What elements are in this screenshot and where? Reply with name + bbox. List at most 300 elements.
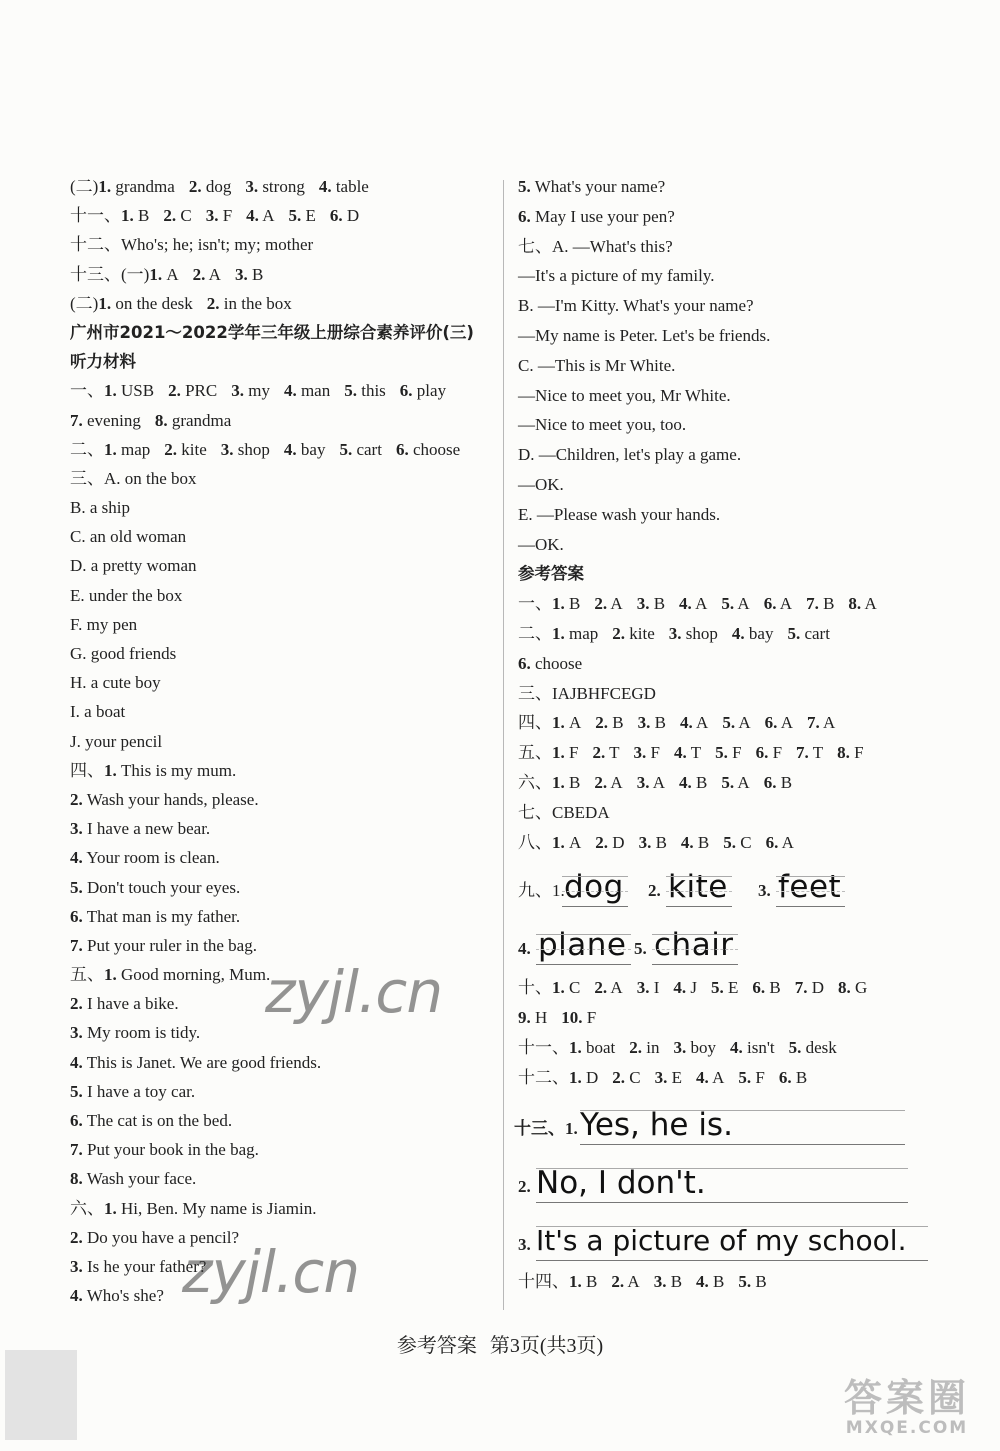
- answer-text: This is Janet. We are good friends.: [82, 1052, 322, 1072]
- item-number: 1.: [552, 594, 565, 614]
- item-number: 2.: [595, 713, 609, 733]
- answer-line: [518, 261, 938, 291]
- answer-line: [518, 649, 938, 679]
- answer-text: A. —What's this?: [552, 236, 673, 256]
- item-number: 1.: [552, 772, 565, 792]
- answer-line: [518, 619, 938, 649]
- answer-text: in the box: [219, 293, 292, 313]
- question-number: 一、: [70, 381, 104, 401]
- item-number: 3.: [637, 713, 651, 733]
- handwritten-word: kite: [666, 870, 732, 907]
- question-number: 三、: [518, 683, 552, 703]
- answer-line: [518, 679, 938, 709]
- item-number: 3.: [654, 1067, 668, 1087]
- answer-text: C: [736, 832, 752, 852]
- answer-text: kite: [177, 439, 207, 459]
- item-number: 6.: [763, 594, 777, 614]
- answer-line: [70, 522, 490, 551]
- item-number: 7.: [70, 1140, 83, 1160]
- answer-text: F: [218, 206, 233, 226]
- item-number: 5.: [738, 1271, 752, 1291]
- sentence-row: [514, 1093, 938, 1151]
- answer-text: A: [735, 713, 751, 733]
- question-number: 十、: [518, 978, 552, 998]
- answer-text: D: [807, 978, 824, 998]
- watermark: zyjl.cn: [182, 1238, 360, 1306]
- item-number: 6.: [395, 439, 409, 459]
- item-number: 1.: [104, 1198, 117, 1218]
- answer-line: [70, 1048, 490, 1077]
- answer-text: Wash your face.: [82, 1169, 197, 1189]
- answer-line: [518, 1267, 938, 1297]
- answer-text: F: [564, 743, 579, 763]
- item-number: 5.: [723, 832, 736, 852]
- section-heading: 听力材料: [70, 352, 136, 372]
- item-number: 1.: [569, 1271, 582, 1291]
- answer-line: [518, 500, 938, 530]
- answer-text: My room is tidy.: [82, 1023, 201, 1043]
- answer-text: cart: [352, 439, 382, 459]
- handwriting-row: [518, 857, 938, 915]
- handwritten-word: feet: [776, 870, 845, 907]
- item-number: 8.: [838, 978, 851, 998]
- question-number: 九、1.: [518, 881, 565, 901]
- question-number: 六、: [518, 772, 552, 792]
- answer-text: This is my mum.: [116, 760, 237, 780]
- answer-text: map: [116, 439, 151, 459]
- item-number: 7.: [70, 935, 83, 955]
- question-number: 六、: [70, 1198, 104, 1218]
- question-number: 五、: [70, 965, 104, 985]
- answer-text: A: [819, 713, 836, 733]
- left-column: [70, 172, 490, 1310]
- answer-line: [70, 1135, 490, 1164]
- answer-text: map: [564, 623, 599, 643]
- answer-text: my: [243, 381, 270, 401]
- question-number: 十四、: [518, 1271, 569, 1291]
- answer-text: —My name is Peter. Let's be friends.: [518, 325, 771, 345]
- answer-text: B. a ship: [70, 498, 130, 518]
- item-number: 8.: [154, 410, 168, 430]
- answer-text: A: [692, 713, 709, 733]
- answer-line: [70, 931, 490, 960]
- answer-line: [518, 973, 938, 1003]
- answer-text: F: [751, 1067, 765, 1087]
- answer-text: Your room is clean.: [82, 848, 220, 868]
- question-number: 2.: [518, 1176, 531, 1196]
- question-number: 二、: [70, 439, 104, 459]
- answer-text: C: [176, 206, 192, 226]
- item-number: 1.: [569, 1037, 582, 1057]
- item-number: 1.: [552, 713, 565, 733]
- answer-line: [70, 1077, 490, 1106]
- item-number: 2.: [206, 293, 220, 313]
- answer-line: [518, 1063, 938, 1093]
- item-number: 2.: [611, 1271, 625, 1291]
- answer-text: F: [646, 743, 661, 763]
- answer-text: A: [607, 594, 623, 614]
- answer-text: B: [133, 206, 150, 226]
- answer-text: Is he your father?: [82, 1256, 207, 1276]
- answer-text: PRC: [180, 381, 218, 401]
- handwritten-sentence: It's a picture of my school.: [536, 1222, 928, 1261]
- answer-text: A: [564, 713, 582, 733]
- item-number: 1.: [569, 1067, 582, 1087]
- item-number: 3.: [234, 264, 248, 284]
- answer-text: A. on the box: [104, 468, 197, 488]
- item-number: 2.: [594, 594, 608, 614]
- answer-line: [518, 1003, 938, 1033]
- logo-text: 答案圈: [843, 1376, 970, 1420]
- item-number: 1.: [552, 743, 565, 763]
- answer-text: Good morning, Mum.: [116, 965, 271, 985]
- answer-text: —It's a picture of my family.: [518, 266, 715, 286]
- answer-text: Do you have a pencil?: [82, 1227, 239, 1247]
- item-number: 6.: [764, 713, 778, 733]
- answer-text: isn't: [742, 1037, 775, 1057]
- answer-text: B: [818, 594, 835, 614]
- section-heading: 参考答案: [518, 564, 584, 584]
- item-number: 4.: [70, 1052, 83, 1072]
- answer-line: [70, 581, 490, 610]
- answer-text: strong: [258, 177, 305, 196]
- item-number: 4.: [518, 939, 531, 959]
- item-number: 4.: [283, 381, 297, 401]
- answer-line: [70, 493, 490, 522]
- item-number: 5.: [288, 206, 302, 226]
- answer-line: [70, 464, 490, 493]
- answer-line: [70, 1106, 490, 1135]
- item-number: 4.: [70, 1286, 83, 1306]
- question-number: 十一、: [70, 206, 121, 226]
- item-number: 6.: [518, 206, 531, 226]
- answer-line: [70, 406, 490, 435]
- answer-line: [518, 440, 938, 470]
- item-number: 10.: [561, 1008, 583, 1028]
- answer-line: [518, 321, 938, 351]
- item-number: 5.: [738, 1067, 752, 1087]
- handwritten-sentence: No, I don't.: [536, 1164, 908, 1203]
- answer-line: [70, 201, 490, 230]
- answer-line: [518, 351, 938, 381]
- answer-text: A: [691, 594, 708, 614]
- answer-text: D. a pretty woman: [70, 556, 197, 576]
- answer-line: [70, 843, 490, 872]
- answer-text: cart: [800, 623, 830, 643]
- item-number: 6.: [518, 653, 531, 673]
- corner-shade: [5, 1350, 77, 1440]
- item-number: 2.: [188, 177, 202, 196]
- item-number: 3.: [668, 623, 682, 643]
- answer-line: [70, 639, 490, 668]
- question-number: 五、: [518, 743, 552, 763]
- answer-text: Hi, Ben. My name is Jiamin.: [116, 1198, 317, 1218]
- answer-text: dog: [201, 177, 232, 196]
- item-number: 3.: [70, 1256, 83, 1276]
- answer-text: That man is my father.: [82, 906, 241, 926]
- item-number: 1.: [149, 264, 163, 284]
- answer-text: C. —This is Mr White.: [518, 355, 676, 375]
- answer-text: E: [723, 978, 739, 998]
- answer-text: A: [708, 1067, 725, 1087]
- answer-line: [70, 260, 490, 289]
- item-number: 2.: [168, 381, 181, 401]
- answer-line: [518, 589, 938, 619]
- answer-text: kite: [625, 623, 655, 643]
- answer-line: [70, 785, 490, 814]
- answer-text: E: [667, 1067, 683, 1087]
- question-number: 十三、1.: [514, 1118, 578, 1138]
- answer-text: shop: [233, 439, 270, 459]
- answer-text: A: [607, 772, 623, 792]
- handwritten-word: plane: [536, 928, 631, 965]
- answer-line: [518, 410, 938, 440]
- item-number: 6.: [755, 743, 769, 763]
- answer-text: boy: [686, 1037, 717, 1057]
- answer-text: J. your pencil: [70, 731, 163, 751]
- answer-line: [518, 470, 938, 500]
- handwriting-row: [518, 915, 938, 973]
- question-number: 七、: [518, 802, 552, 822]
- item-number: 2.: [70, 994, 83, 1014]
- question-number: 七、: [518, 236, 552, 256]
- answer-text: C: [625, 1067, 641, 1087]
- answer-text: F. my pen: [70, 614, 138, 634]
- item-number: 4.: [70, 848, 83, 868]
- answer-text: B: [666, 1271, 683, 1291]
- item-number: 7.: [794, 978, 808, 998]
- question-number: 一、: [518, 594, 552, 614]
- answer-text: B: [649, 594, 666, 614]
- answer-text: A: [734, 772, 750, 792]
- item-number: 3.: [653, 1271, 667, 1291]
- item-number: 2.: [629, 1037, 643, 1057]
- item-number: 1.: [104, 439, 117, 459]
- column-divider: [503, 180, 504, 1310]
- answer-text: grandma: [111, 177, 175, 196]
- answer-text: shop: [681, 623, 718, 643]
- item-number: 2.: [648, 881, 661, 901]
- question-number: 十一、: [518, 1037, 569, 1057]
- answer-text: A: [624, 1271, 640, 1291]
- item-number: 5.: [339, 439, 353, 459]
- item-number: 3.: [205, 206, 219, 226]
- item-number: 1.: [104, 381, 117, 401]
- item-number: 5.: [518, 177, 531, 196]
- answer-text: USB: [116, 381, 155, 401]
- answer-text: I have a new bear.: [82, 819, 211, 839]
- page-footer: [0, 1329, 1000, 1358]
- answer-line: [70, 289, 490, 318]
- answer-text: bay: [744, 623, 774, 643]
- answer-text: T: [605, 743, 620, 763]
- item-number: 5.: [70, 877, 83, 897]
- answer-text: —Nice to meet you, too.: [518, 415, 687, 435]
- answer-line: [518, 291, 938, 321]
- answer-text: Put your book in the bag.: [82, 1140, 259, 1160]
- handwritten-word: chair: [652, 928, 738, 965]
- question-number: 十三、(一): [70, 264, 150, 284]
- answer-text: IAJBHFCEGD: [552, 683, 656, 703]
- answer-text: evening: [82, 410, 141, 430]
- answer-line: [70, 1194, 490, 1223]
- answer-text: Who's; he; isn't; my; mother: [121, 235, 314, 255]
- question-number: 3.: [518, 1234, 531, 1254]
- question-number: 八、: [518, 832, 552, 852]
- section-heading: 广州市2021～2022学年三年级上册综合素养评价(三): [70, 322, 474, 342]
- item-number: 4.: [679, 594, 692, 614]
- answer-text: B: [650, 713, 666, 733]
- item-number: 8.: [70, 1169, 83, 1189]
- item-number: 2.: [594, 772, 608, 792]
- answer-text: F: [727, 743, 742, 763]
- item-number: 2.: [612, 623, 626, 643]
- item-number: 9.: [518, 1008, 531, 1028]
- answer-line: [70, 551, 490, 580]
- answer-text: H. a cute boy: [70, 673, 161, 693]
- question-number: 二、: [518, 623, 552, 643]
- item-number: 4.: [283, 439, 297, 459]
- answer-text: A: [162, 264, 179, 284]
- item-number: 6.: [399, 381, 413, 401]
- sentence-row: [518, 1151, 938, 1209]
- answer-line: [70, 873, 490, 902]
- answer-text: —OK.: [518, 534, 564, 554]
- item-number: 4.: [674, 743, 687, 763]
- question-number: (二): [70, 177, 99, 196]
- item-number: 3.: [636, 772, 650, 792]
- answer-text: A: [649, 772, 666, 792]
- answer-text: choose: [530, 653, 583, 673]
- answer-text: E. —Please wash your hands.: [518, 504, 721, 524]
- logo-url: MXQE.COM: [845, 1418, 969, 1438]
- site-logo: [822, 1378, 992, 1444]
- item-number: 5.: [722, 713, 736, 733]
- answer-text: CBEDA: [552, 802, 610, 822]
- item-number: 4.: [730, 1037, 743, 1057]
- answer-line: [518, 1033, 938, 1063]
- item-number: 3.: [245, 177, 259, 196]
- answer-text: J: [686, 978, 697, 998]
- item-number: 2.: [163, 206, 177, 226]
- answer-text: I: [649, 978, 660, 998]
- item-number: 3.: [70, 819, 83, 839]
- answer-text: Wash your hands, please.: [82, 789, 259, 809]
- answer-text: I. a boat: [70, 702, 126, 722]
- answer-text: A: [777, 713, 793, 733]
- answer-text: desk: [801, 1037, 837, 1057]
- answer-text: C: [564, 978, 581, 998]
- answer-line: [518, 232, 938, 262]
- item-number: 4.: [318, 177, 332, 196]
- item-number: 7.: [806, 594, 819, 614]
- watermark: zyjl.cn: [265, 958, 443, 1026]
- answer-line: [518, 530, 938, 560]
- item-number: 5.: [710, 978, 724, 998]
- item-number: 2.: [592, 743, 606, 763]
- answer-line: [70, 668, 490, 697]
- answer-text: E. under the box: [70, 585, 183, 605]
- answer-text: man: [296, 381, 331, 401]
- answer-text: A: [861, 594, 877, 614]
- item-number: 5.: [634, 939, 647, 959]
- answer-line: [70, 610, 490, 639]
- item-number: 7.: [70, 410, 83, 430]
- answer-line: [518, 202, 938, 232]
- question-number: (二): [70, 293, 99, 313]
- answer-text: Who's she?: [82, 1286, 164, 1306]
- answer-line: [70, 1164, 490, 1193]
- answer-line: [518, 738, 938, 768]
- answer-text: B: [608, 713, 624, 733]
- answer-text: A: [778, 832, 794, 852]
- answer-text: grandma: [167, 410, 232, 430]
- item-number: 3.: [636, 594, 650, 614]
- answer-text: B: [751, 1271, 767, 1291]
- answer-text: Put your ruler in the bag.: [82, 935, 257, 955]
- item-number: 3.: [633, 743, 647, 763]
- item-number: 2.: [612, 1067, 626, 1087]
- answer-text: T: [686, 743, 702, 763]
- sentence-row: [518, 1209, 938, 1267]
- item-number: 3.: [673, 1037, 687, 1057]
- question-number: 十二、: [518, 1067, 569, 1087]
- answer-line: [70, 727, 490, 756]
- answer-text: D: [342, 206, 360, 226]
- item-number: 4.: [679, 713, 693, 733]
- answer-text: B: [691, 772, 708, 792]
- item-number: 7.: [807, 713, 820, 733]
- answer-text: table: [331, 177, 369, 196]
- answer-text: B: [693, 832, 710, 852]
- answer-line: [518, 798, 938, 828]
- item-number: 1.: [121, 206, 134, 226]
- answer-text: B: [581, 1271, 598, 1291]
- answer-text: —OK.: [518, 474, 564, 494]
- item-number: 1.: [104, 965, 117, 985]
- answer-text: B. —I'm Kitty. What's your name?: [518, 296, 754, 316]
- answer-line: [70, 172, 490, 201]
- item-number: 5.: [344, 381, 357, 401]
- item-number: 4.: [246, 206, 259, 226]
- item-number: 3.: [231, 381, 244, 401]
- item-number: 4.: [696, 1067, 709, 1087]
- page-number: 第3页(共3页): [489, 1335, 604, 1357]
- item-number: 2.: [70, 1227, 83, 1247]
- item-number: 5.: [787, 623, 801, 643]
- answer-line: [70, 230, 490, 259]
- answer-text: A: [776, 594, 793, 614]
- item-number: 4.: [680, 832, 694, 852]
- item-number: 2.: [595, 832, 609, 852]
- item-number: 4.: [731, 623, 745, 643]
- answer-text: on the desk: [111, 293, 193, 313]
- item-number: 5.: [70, 1081, 83, 1101]
- item-number: 7.: [796, 743, 809, 763]
- answer-text: C. an old woman: [70, 527, 187, 547]
- item-number: 3.: [638, 832, 652, 852]
- item-number: 3.: [220, 439, 234, 459]
- item-number: 6.: [763, 772, 777, 792]
- answer-text: What's your name?: [530, 177, 666, 196]
- answer-text: A: [564, 832, 582, 852]
- answer-line: [518, 172, 938, 202]
- item-number: 1.: [104, 760, 117, 780]
- answer-text: choose: [408, 439, 461, 459]
- answer-text: A: [607, 978, 623, 998]
- item-number: 6.: [70, 1111, 83, 1130]
- item-number: 2.: [70, 789, 83, 809]
